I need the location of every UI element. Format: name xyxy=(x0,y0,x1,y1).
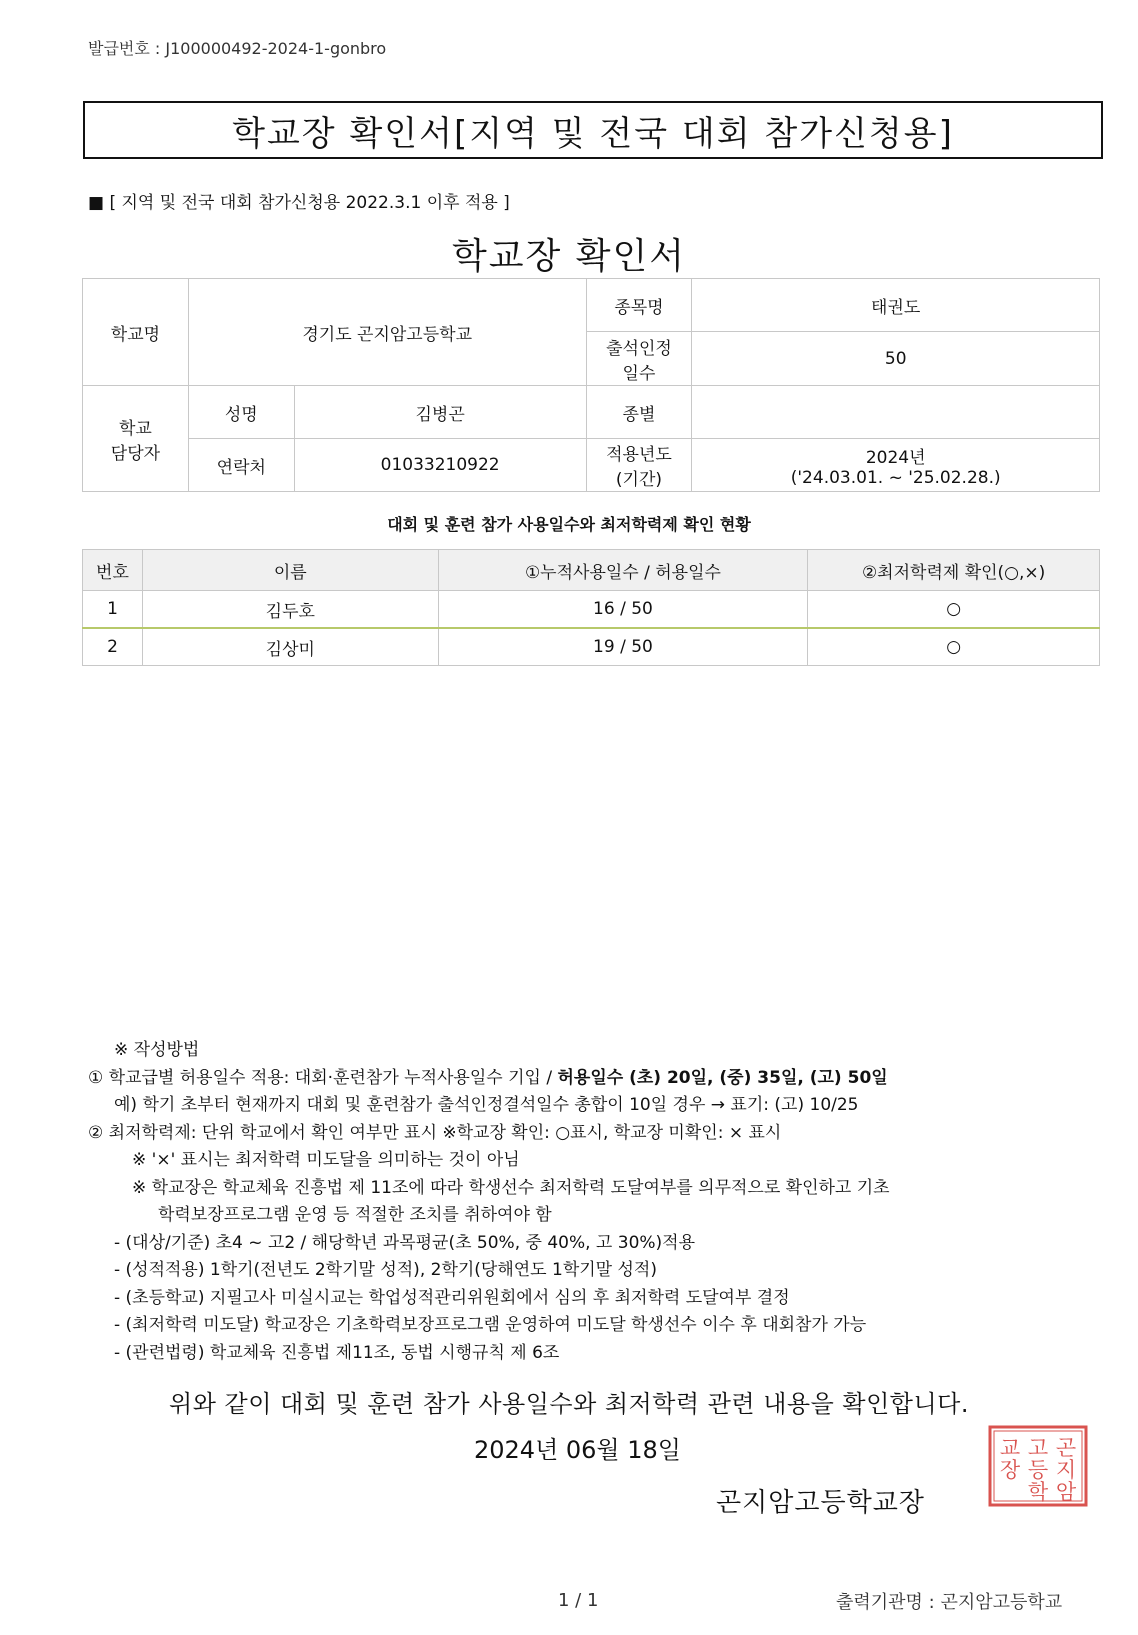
row-min-academic: ○ xyxy=(808,591,1100,629)
usage-table xyxy=(82,549,1100,666)
info-table xyxy=(82,278,1100,492)
school-value: 경기도 곤지암고등학교 xyxy=(188,279,586,386)
svg-text:장: 장 xyxy=(999,1458,1021,1482)
instruction-note-2: ※ 학교장은 학교체육 진흥법 제 11조에 따라 학생선수 최저학력 도달여부를 의무적으로 확인하고 기초 xyxy=(132,1177,890,1198)
summary-caption: 대회 및 훈련 참가 사용일수와 최저학력제 확인 현황 xyxy=(387,515,751,534)
svg-text:학: 학 xyxy=(1027,1480,1049,1504)
column-header-name: 이름 xyxy=(142,550,438,591)
manager-label-line1: 학교 xyxy=(119,418,152,439)
confirmation-statement: 위와 같이 대회 및 훈련 참가 사용일수와 최저학력 관련 내용을 확인합니다. xyxy=(169,1390,969,1418)
svg-text:암: 암 xyxy=(1055,1480,1077,1504)
attendance-label-line1: 출석인정 xyxy=(606,338,672,359)
instruction-bullet: - (대상/기준) 초4 ~ 고2 / 해당학년 과목평균(초 50%, 중 40%, 고 30%)적용 xyxy=(114,1232,696,1253)
instructions-heading: ※ 작성방법 xyxy=(114,1040,200,1060)
svg-text:지: 지 xyxy=(1055,1458,1077,1482)
issue-date: 2024년 06월 18일 xyxy=(474,1436,681,1464)
year-label-line1: 적용년도 xyxy=(606,445,672,465)
instruction-bullet: - (성적적용) 1학기(전년도 2학기말 성적), 2학기(당해연도 1학기말 성적) xyxy=(114,1260,657,1280)
page-number: 1 / 1 xyxy=(558,1590,599,1611)
column-header-number: 번호 xyxy=(83,550,143,591)
svg-text:고: 고 xyxy=(1027,1436,1049,1460)
row-name: 김두호 xyxy=(142,591,438,629)
application-notice: ■ [ 지역 및 전국 대회 참가신청용 2022.3.1 이후 적용 ] xyxy=(88,193,510,213)
instruction-note-2-continued: 학력보장프로그램 운영 등 적절한 조치를 취하여야 함 xyxy=(158,1205,552,1225)
row-name: 김상미 xyxy=(142,628,438,666)
sub-title: 학교장 확인서 xyxy=(451,236,687,277)
manager-label-line2: 담당자 xyxy=(110,443,161,464)
row-number: 2 xyxy=(83,628,143,666)
sport-value: 태권도 xyxy=(692,279,1100,332)
year-value-line2: ('24.03.01. ~ '25.02.28.) xyxy=(790,467,1001,488)
row-number: 1 xyxy=(83,591,143,629)
table-row xyxy=(83,591,1100,629)
category-value xyxy=(692,386,1100,439)
attendance-label xyxy=(586,332,692,386)
instruction-item-1 xyxy=(88,1065,1108,1093)
instruction-note-1: ※ '×' 표시는 최저학력 미도달을 의미하는 것이 아님 xyxy=(132,1150,520,1170)
attendance-label-line2: 일수 xyxy=(622,363,656,384)
year-value-line1: 2024년 xyxy=(865,447,926,468)
document-title-text: 학교장 확인서[지역 및 전국 대회 참가신청용] xyxy=(232,113,954,154)
row-days: 19 / 50 xyxy=(438,628,808,666)
svg-text:등: 등 xyxy=(1027,1458,1049,1482)
writing-instructions xyxy=(88,1037,1108,1367)
svg-text:곤: 곤 xyxy=(1055,1436,1077,1460)
year-label xyxy=(586,439,692,492)
category-label: 종별 xyxy=(586,386,692,439)
year-value xyxy=(692,439,1100,492)
school-seal-stamp xyxy=(988,1425,1088,1507)
column-header-days: ①누적사용일수 / 허용일수 xyxy=(438,550,808,591)
contact-label: 연락처 xyxy=(188,439,294,492)
table-row xyxy=(83,628,1100,666)
allowed-days-emphasis: 허용일수 (초) 20일, (중) 35일, (고) 50일 xyxy=(557,1067,888,1088)
sport-label: 종목명 xyxy=(586,279,692,332)
column-header-min-academic: ②최저학력제 확인(○,×) xyxy=(808,550,1100,591)
year-label-line2: (기간) xyxy=(615,470,662,490)
name-label: 성명 xyxy=(188,386,294,439)
instruction-item-1-text: ① 학교급별 허용일수 적용: 대회·훈련참가 누적사용일수 기입 / xyxy=(88,1067,558,1088)
attendance-value: 50 xyxy=(692,332,1100,386)
instruction-bullet: - (최저학력 미도달) 학교장은 기초학력보장프로그램 운영하여 미도달 학생선수 이수 후 대회참가 가능 xyxy=(114,1315,867,1335)
instruction-bullet: - (초등학교) 지필고사 미실시교는 학업성적관리위원회에서 심의 후 최저학력 도달여부 결정 xyxy=(114,1287,790,1308)
contact-value: 01033210922 xyxy=(294,439,586,492)
name-value: 김병곤 xyxy=(294,386,586,439)
instruction-item-2: ② 최저학력제: 단위 학교에서 확인 여부만 표시 ※학교장 확인: ○표시, 학교장 미확인: × 표시 xyxy=(88,1122,782,1143)
document-title xyxy=(83,101,1103,159)
issue-number: 발급번호 : J100000492-2024-1-gonbro xyxy=(88,39,387,58)
output-organization: 출력기관명 : 곤지암고등학교 xyxy=(836,1592,1063,1613)
school-label: 학교명 xyxy=(83,279,189,386)
row-days: 16 / 50 xyxy=(438,591,808,629)
manager-label xyxy=(83,386,189,492)
instruction-bullet: - (관련법령) 학교체육 진흥법 제11조, 동법 시행규칙 제 6조 xyxy=(114,1342,560,1363)
principal-signature: 곤지암고등학교장 xyxy=(716,1488,925,1518)
row-min-academic: ○ xyxy=(808,628,1100,666)
svg-text:교: 교 xyxy=(999,1436,1021,1460)
instruction-example: 예) 학기 초부터 현재까지 대회 및 훈련참가 출석인정결석일수 총합이 10일 경우 → 표기: (고) 10/25 xyxy=(114,1095,859,1115)
